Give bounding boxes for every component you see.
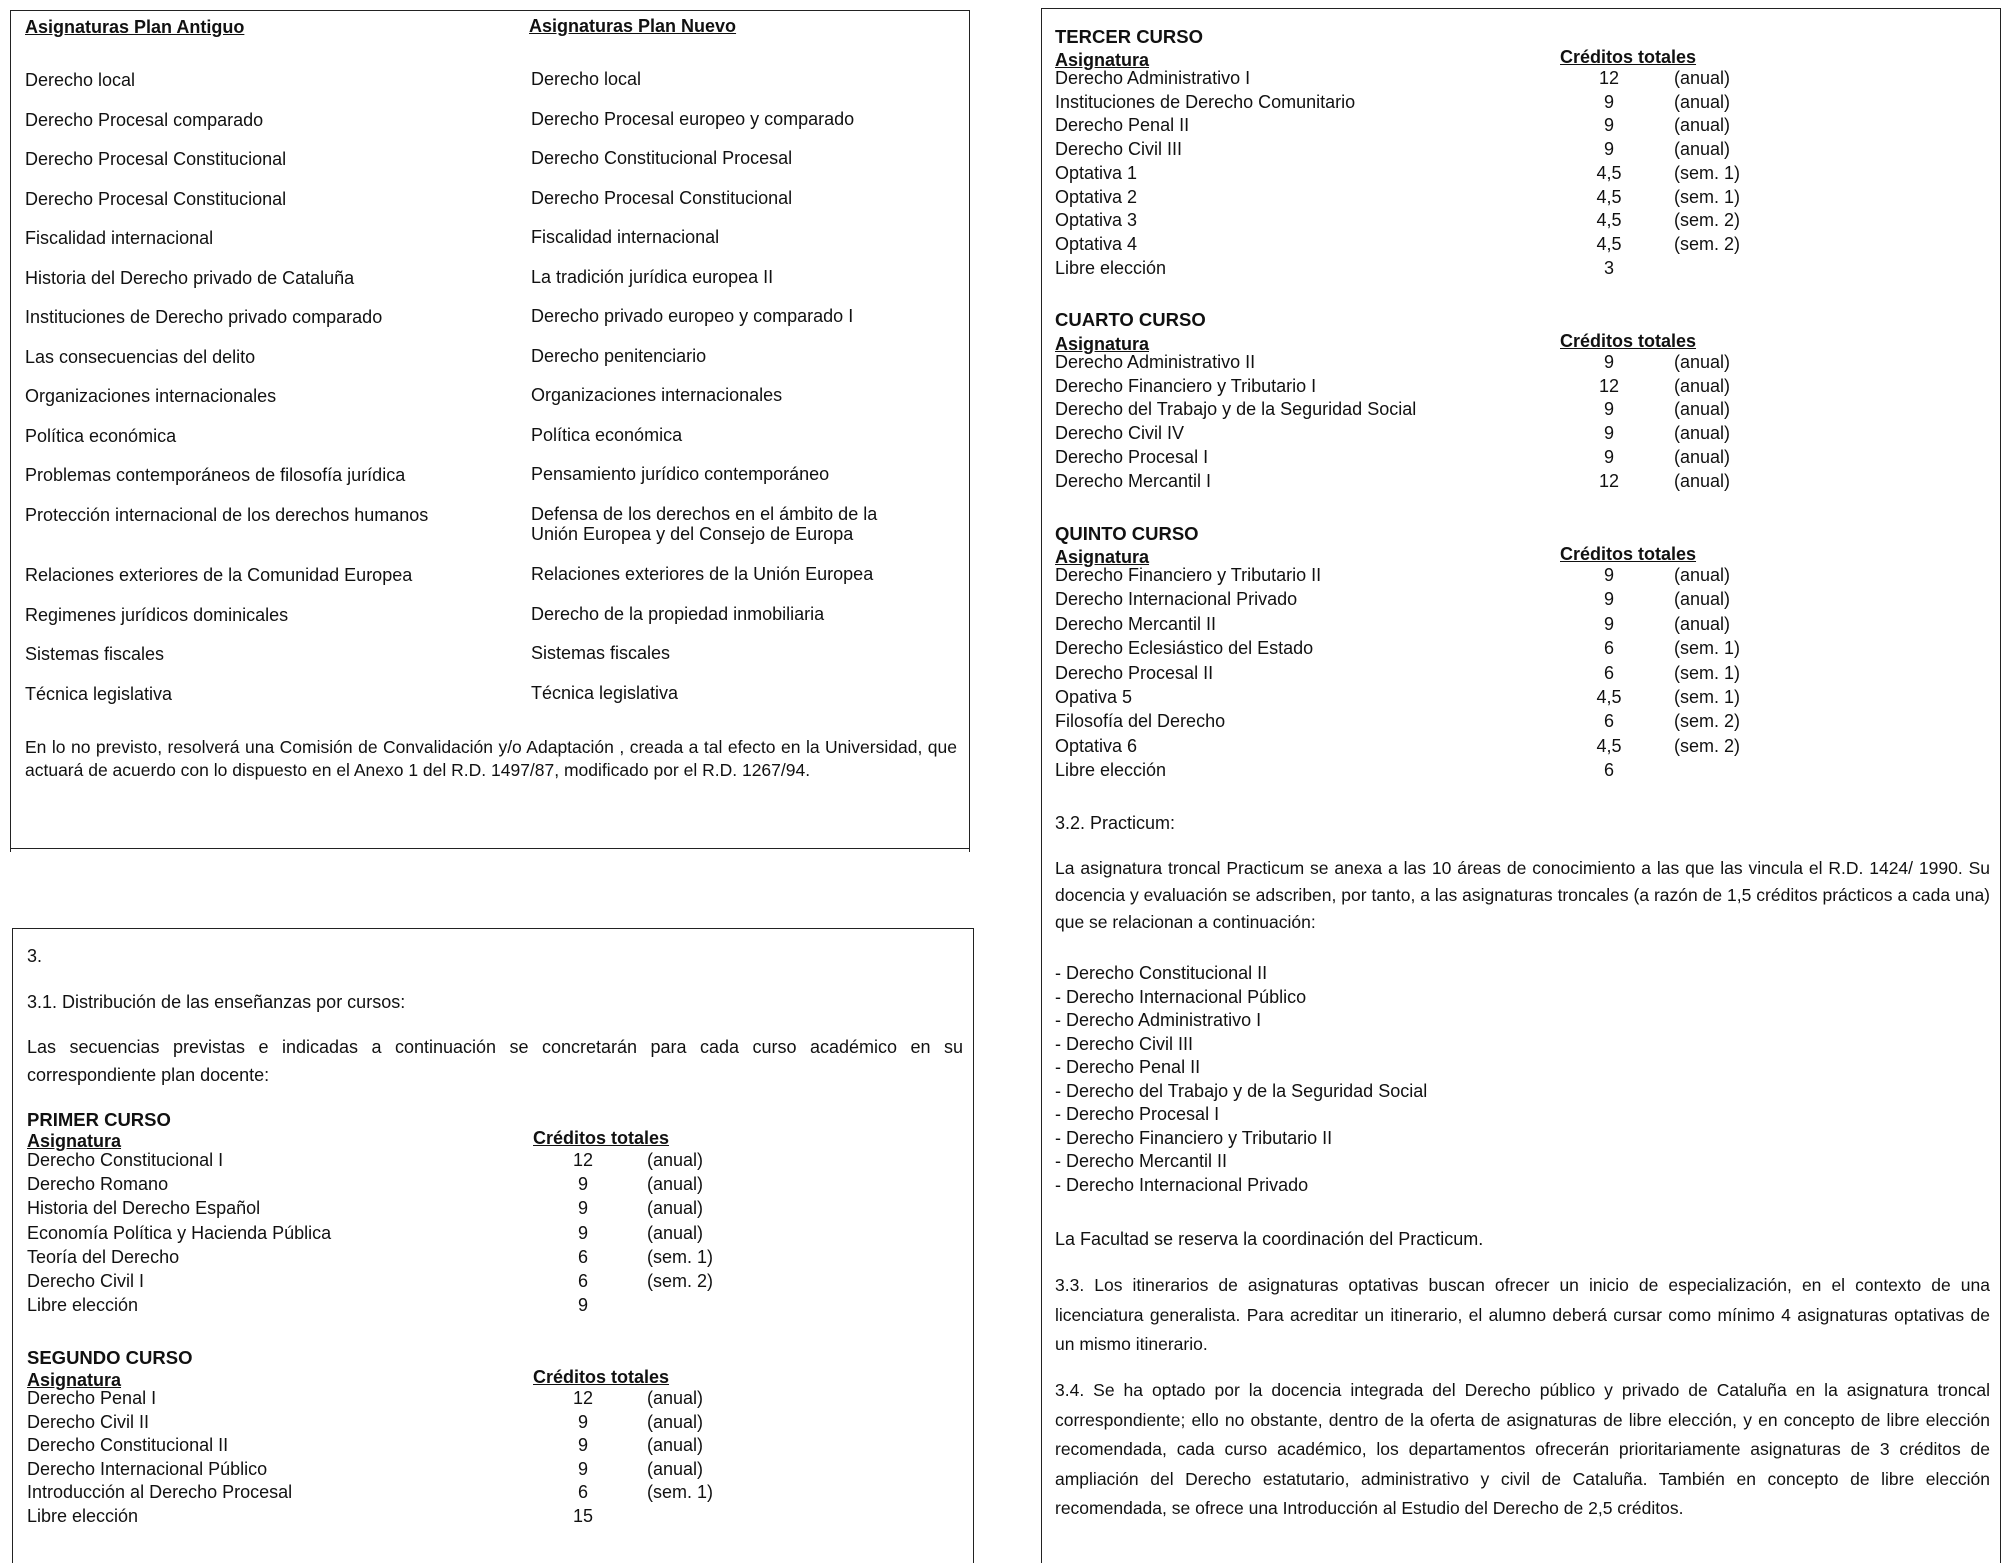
- practicum-item: - Derecho Administrativo I: [1055, 1010, 1262, 1030]
- subject-name: Historia del Derecho Español: [27, 1198, 261, 1219]
- new-subject-line2: Unión Europea y del Consejo de Europa: [531, 524, 854, 544]
- new-subject: Derecho Constitucional Procesal: [531, 148, 793, 168]
- credits-value: 9: [1603, 91, 1614, 112]
- old-subject: Política económica: [25, 426, 177, 446]
- new-subject: Organizaciones internacionales: [531, 385, 783, 405]
- new-subject: Técnica legislativa: [531, 683, 679, 703]
- subject-name: Derecho Constitucional II: [27, 1435, 229, 1455]
- column-credits-header: Créditos totales: [533, 1128, 670, 1148]
- practicum-item: - Derecho Constitucional II: [1055, 963, 1268, 983]
- subject-name: Derecho Penal I: [27, 1388, 157, 1408]
- subject-name: Derecho Procesal II: [1055, 662, 1214, 683]
- subject-name: Opativa 5: [1055, 687, 1133, 707]
- credits-value: 6: [1603, 638, 1614, 659]
- credits-value: 4,5: [1596, 687, 1622, 707]
- new-subject: Derecho de la propiedad inmobiliaria: [531, 604, 825, 624]
- credits-value: 9: [577, 1198, 588, 1219]
- subject-name: Optativa 2: [1055, 186, 1138, 207]
- subject-name: Libre elección: [27, 1505, 139, 1526]
- new-subject: Fiscalidad internacional: [531, 227, 720, 247]
- credits-value: 12: [572, 1388, 594, 1408]
- subject-name: Derecho Penal II: [1055, 115, 1190, 136]
- subject-name: Derecho Romano: [27, 1174, 169, 1195]
- period-value: (anual): [647, 1222, 704, 1243]
- subject-name: Optativa 6: [1055, 735, 1138, 756]
- distribution-panel: [12, 928, 974, 1563]
- subject-name: Introducción al Derecho Procesal: [27, 1482, 293, 1502]
- period-value: (sem. 1): [1674, 662, 1741, 683]
- credits-value: 9: [1603, 446, 1614, 467]
- header-new-plan: Asignaturas Plan Nuevo: [529, 16, 737, 36]
- credits-value: 12: [1598, 68, 1620, 88]
- old-subject: Técnica legislativa: [25, 684, 173, 704]
- subject-name: Derecho del Trabajo y de la Seguridad Social: [1055, 399, 1417, 420]
- subject-name: Derecho Civil IV: [1055, 423, 1185, 444]
- subject-name: Derecho Financiero y Tributario I: [1055, 375, 1317, 396]
- subject-name: Derecho Mercantil II: [1055, 613, 1217, 634]
- credits-value: 9: [577, 1174, 588, 1195]
- period-value: (sem. 1): [1674, 162, 1741, 183]
- new-subject: La tradición jurídica europea II: [531, 267, 774, 287]
- subject-name: Derecho Procesal I: [1055, 446, 1209, 467]
- practicum-title: 3.2. Practicum:: [1055, 813, 1176, 833]
- period-value: (sem. 2): [647, 1271, 714, 1291]
- credits-value: 6: [1603, 760, 1614, 781]
- section-intro: Las secuencias previstas e indicadas a continuación se concretarán para cada curso académico en su correspondiente plan docente:: [27, 1037, 963, 1085]
- subject-name: Optativa 4: [1055, 233, 1138, 254]
- old-subject: Protección internacional de los derechos humanos: [25, 505, 429, 525]
- subject-name: Teoría del Derecho: [27, 1246, 180, 1267]
- period-value: (anual): [1674, 423, 1731, 444]
- subject-name: Libre elección: [1055, 760, 1167, 781]
- subject-name: Derecho Administrativo I: [1055, 68, 1251, 88]
- period-value: (sem. 1): [1674, 638, 1741, 659]
- new-subject: Derecho privado europeo y comparado I: [531, 306, 854, 326]
- credits-value: 4,5: [1596, 162, 1622, 183]
- period-value: (anual): [647, 1150, 704, 1170]
- period-value: (sem. 1): [1674, 186, 1741, 207]
- period-value: (anual): [1674, 68, 1731, 88]
- old-subject: Derecho Procesal comparado: [25, 110, 264, 130]
- equivalence-panel: [10, 10, 970, 852]
- credits-value: 9: [1603, 139, 1614, 160]
- credits-value: 6: [577, 1271, 588, 1291]
- new-subject: Derecho penitenciario: [531, 346, 707, 366]
- period-value: (sem. 2): [1674, 711, 1741, 732]
- subject-name: Derecho Civil I: [27, 1271, 145, 1291]
- period-value: (sem. 2): [1674, 735, 1741, 756]
- column-credits-header: Créditos totales: [1560, 544, 1697, 564]
- period-value: (anual): [647, 1174, 704, 1195]
- subject-name: Derecho Administrativo II: [1055, 352, 1256, 372]
- credits-value: 9: [577, 1435, 588, 1455]
- header-old-plan: Asignaturas Plan Antiguo: [25, 17, 245, 37]
- practicum-intro: La asignatura troncal Practicum se anexa a las 10 áreas de conocimiento a las que las vincula el R.D. 1424/ 1990. Su docencia y evaluación se adscriben, por tanto, a las asignaturas troncales (a razón de 1,5 créditos prácticos a cada una) que se relacionan a continuación:: [1055, 858, 1990, 932]
- credits-value: 9: [577, 1458, 588, 1479]
- new-subject: Sistemas fiscales: [531, 643, 671, 663]
- subject-name: Derecho Internacional Privado: [1055, 589, 1298, 610]
- old-subject: Derecho Procesal Constitucional: [25, 149, 287, 169]
- credits-value: 9: [1603, 115, 1614, 136]
- new-subject: Derecho Procesal europeo y comparado: [531, 109, 855, 129]
- course-title: QUINTO CURSO: [1055, 523, 1199, 544]
- credits-value: 12: [1598, 470, 1620, 491]
- old-subject: Problemas contemporáneos de filosofía jurídica: [25, 465, 406, 485]
- new-subject: Pensamiento jurídico contemporáneo: [531, 464, 830, 484]
- practicum-coordination: La Facultad se reserva la coordinación del Practicum.: [1055, 1229, 1484, 1249]
- period-value: (anual): [647, 1411, 704, 1432]
- practicum-item: - Derecho del Trabajo y de la Seguridad Social: [1055, 1080, 1428, 1101]
- practicum-item: - Derecho Penal II: [1055, 1057, 1201, 1077]
- subject-name: Derecho Internacional Público: [27, 1458, 268, 1479]
- period-value: (sem. 2): [1674, 233, 1741, 254]
- section-number: 3.: [27, 946, 43, 966]
- subject-name: Derecho Constitucional I: [27, 1150, 224, 1170]
- credits-value: 9: [1603, 613, 1614, 634]
- practicum-item: - Derecho Internacional Privado: [1055, 1174, 1309, 1195]
- column-subject-header: Asignatura: [1055, 50, 1150, 70]
- subject-name: Instituciones de Derecho Comunitario: [1055, 91, 1356, 112]
- credits-value: 6: [1603, 662, 1614, 683]
- period-value: (anual): [1674, 115, 1731, 136]
- credits-value: 9: [1603, 589, 1614, 610]
- credits-value: 4,5: [1596, 735, 1622, 756]
- credits-value: 6: [1603, 711, 1614, 732]
- credits-value: 4,5: [1596, 186, 1622, 207]
- practicum-item: - Derecho Civil III: [1055, 1033, 1194, 1054]
- credits-value: 15: [572, 1505, 594, 1526]
- period-value: (anual): [647, 1388, 704, 1408]
- new-subject: Política económica: [531, 425, 683, 445]
- subject-name: Derecho Civil III: [1055, 139, 1183, 160]
- period-value: (sem. 1): [647, 1246, 714, 1267]
- old-subject: Las consecuencias del delito: [25, 347, 256, 367]
- credits-value: 9: [1603, 399, 1614, 420]
- credits-value: 6: [577, 1482, 588, 1502]
- subject-name: Derecho Eclesiástico del Estado: [1055, 638, 1314, 659]
- subject-name: Optativa 1: [1055, 162, 1138, 183]
- period-value: (anual): [1674, 589, 1731, 610]
- credits-value: 4,5: [1596, 233, 1622, 254]
- period-value: (anual): [647, 1198, 704, 1219]
- credits-value: 12: [1598, 375, 1620, 396]
- right-panel: [1041, 8, 2001, 1563]
- period-value: (anual): [1674, 91, 1731, 112]
- credits-value: 9: [1603, 352, 1614, 372]
- credits-value: 4,5: [1596, 210, 1622, 231]
- practicum-item: - Derecho Financiero y Tributario II: [1055, 1127, 1333, 1148]
- period-value: (anual): [1674, 565, 1731, 585]
- subject-name: Filosofía del Derecho: [1055, 711, 1226, 732]
- practicum-item: - Derecho Internacional Público: [1055, 986, 1307, 1007]
- column-subject-header: Asignatura: [27, 1370, 122, 1390]
- column-credits-header: Créditos totales: [1560, 47, 1697, 67]
- course-title: SEGUNDO CURSO: [27, 1347, 193, 1368]
- period-value: (anual): [1674, 446, 1731, 467]
- period-value: (sem. 1): [1674, 687, 1741, 707]
- old-subject: Fiscalidad internacional: [25, 228, 214, 248]
- period-value: (sem. 1): [647, 1482, 714, 1502]
- column-credits-header: Créditos totales: [1560, 331, 1697, 351]
- old-subject: Historia del Derecho privado de Cataluña: [25, 268, 355, 288]
- old-subject: Derecho Procesal Constitucional: [25, 189, 287, 209]
- credits-value: 9: [577, 1411, 588, 1432]
- paragraph-3-3: 3.3. Los itinerarios de asignaturas optativas buscan ofrecer un inicio de especialización, en el contexto de una licenciatura generalista. Para acreditar un itinerario, el alumno deberá cursar como mínimo 4 asignaturas optativas de un mismo itinerario.: [1055, 1275, 1990, 1354]
- period-value: (anual): [1674, 375, 1731, 396]
- new-subject: Derecho local: [531, 69, 642, 89]
- old-subject: Regimenes jurídicos dominicales: [25, 605, 289, 625]
- credits-value: 12: [572, 1150, 594, 1170]
- period-value: (anual): [647, 1458, 704, 1479]
- old-subject: Instituciones de Derecho privado comparado: [25, 307, 383, 327]
- subject-name: Libre elección: [1055, 257, 1167, 278]
- period-value: (anual): [1674, 352, 1731, 372]
- old-subject: Derecho local: [25, 70, 136, 90]
- period-value: (anual): [1674, 139, 1731, 160]
- credits-value: 9: [577, 1222, 588, 1243]
- section-subtitle: 3.1. Distribución de las enseñanzas por cursos:: [27, 992, 406, 1012]
- subject-name: Derecho Civil II: [27, 1411, 150, 1432]
- credits-value: 3: [1603, 257, 1614, 278]
- subject-name: Derecho Mercantil I: [1055, 470, 1212, 491]
- column-subject-header: Asignatura: [1055, 547, 1150, 567]
- practicum-item: - Derecho Mercantil II: [1055, 1151, 1228, 1171]
- course-title: PRIMER CURSO: [27, 1109, 171, 1130]
- credits-value: 9: [1603, 565, 1614, 585]
- new-subject: Relaciones exteriores de la Unión Europea: [531, 564, 874, 584]
- old-subject: Sistemas fiscales: [25, 644, 165, 664]
- practicum-item: - Derecho Procesal I: [1055, 1104, 1220, 1124]
- old-subject: Organizaciones internacionales: [25, 386, 277, 406]
- course-title: CUARTO CURSO: [1055, 309, 1206, 330]
- old-subject: Relaciones exteriores de la Comunidad Europea: [25, 565, 413, 585]
- column-credits-header: Créditos totales: [533, 1367, 670, 1387]
- new-subject: Defensa de los derechos en el ámbito de la: [531, 504, 878, 524]
- subject-name: Libre elección: [27, 1295, 139, 1316]
- subject-name: Optativa 3: [1055, 210, 1138, 231]
- credits-value: 6: [577, 1246, 588, 1267]
- divider: [10, 848, 970, 849]
- equivalence-note: En lo no previsto, resolverá una Comisión de Convalidación y/o Adaptación , creada a tal efecto en la Universidad, que actuará de acuerdo con lo dispuesto en el Anexo 1 del R.D. 1497/87, modificado por el R.D. 1267/94.: [25, 737, 957, 780]
- course-title: TERCER CURSO: [1055, 26, 1204, 47]
- new-subject: Derecho Procesal Constitucional: [531, 188, 793, 208]
- subject-name: Economía Política y Hacienda Pública: [27, 1222, 332, 1243]
- period-value: (anual): [1674, 399, 1731, 420]
- paragraph-3-4: 3.4. Se ha optado por la docencia integrada del Derecho público y privado de Cataluña en la asignatura troncal correspondiente; ello no obstante, dentro de la oferta de asignaturas de libre elección, y en concepto de libre elección recomendada, cada curso académico, los departamentos ofrecerán prioritariamente asignaturas de 3 créditos de ampliación del Derecho estatutario, administrativo y civil de Cataluña. También en concepto de libre elección recomendada, se ofrece una Introducción al Estudio del Derecho de 2,5 créditos.: [1055, 1380, 1990, 1518]
- column-subject-header: Asignatura: [27, 1131, 122, 1151]
- period-value: (anual): [1674, 613, 1731, 634]
- column-subject-header: Asignatura: [1055, 334, 1150, 354]
- period-value: (anual): [647, 1435, 704, 1455]
- period-value: (sem. 2): [1674, 210, 1741, 231]
- credits-value: 9: [577, 1295, 588, 1316]
- subject-name: Derecho Financiero y Tributario II: [1055, 565, 1322, 585]
- credits-value: 9: [1603, 423, 1614, 444]
- period-value: (anual): [1674, 470, 1731, 491]
